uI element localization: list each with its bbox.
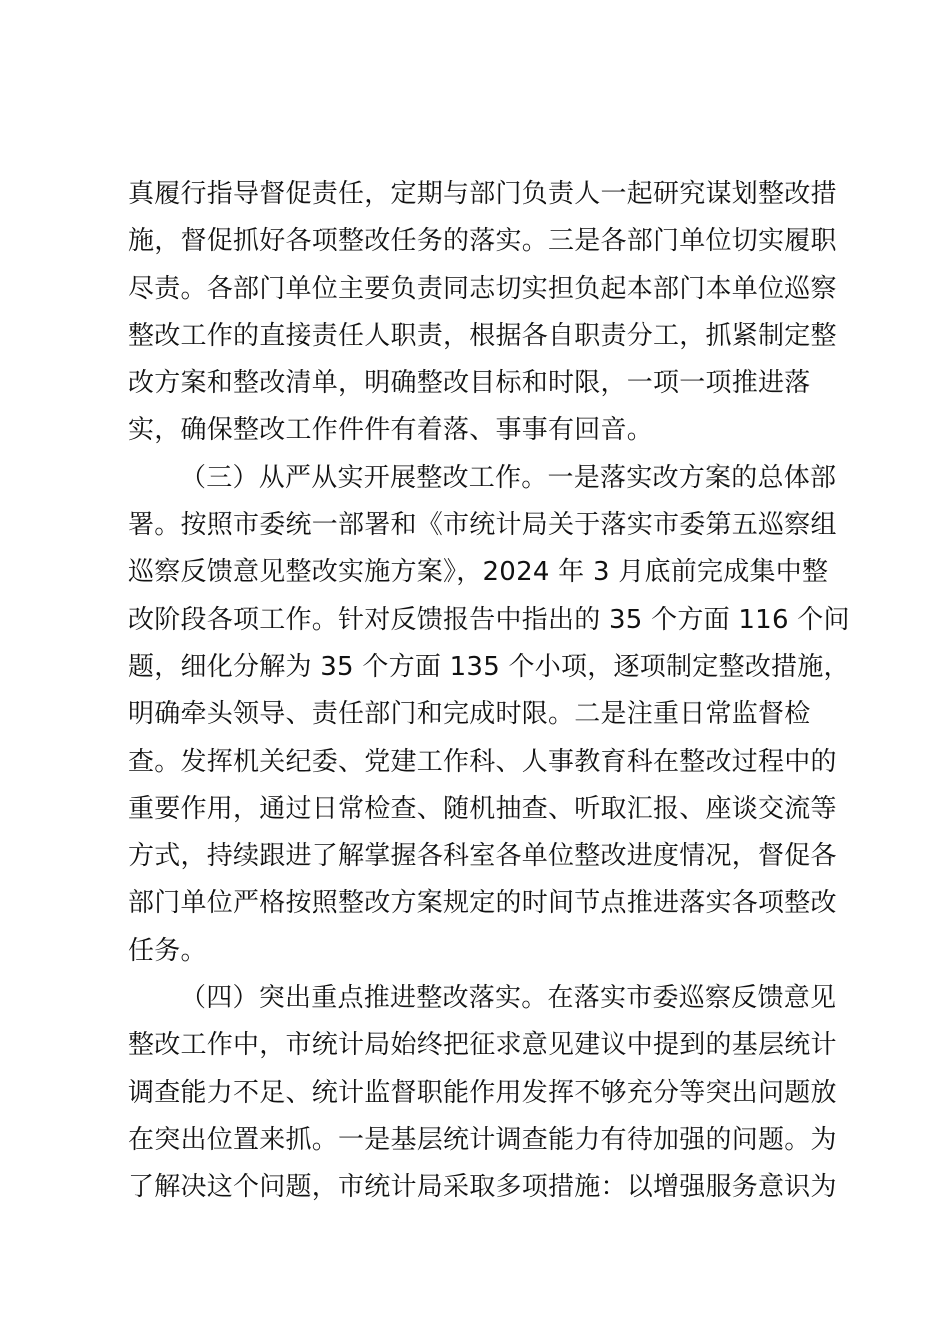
text-line: 在突出位置来抓。一是基层统计调查能力有待加强的问题。为 xyxy=(128,1124,837,1155)
text-line: 实，确保整改工作件件有着落、事事有回音。 xyxy=(128,415,654,446)
body-text xyxy=(128,171,850,1212)
text-line: 部门单位严格按照整改方案规定的时间节点推进落实各项整改 xyxy=(128,888,837,919)
text-line: 调查能力不足、统计监督职能作用发挥不够充分等突出问题放 xyxy=(128,1077,837,1108)
text-line: 重要作用，通过日常检查、随机抽查、听取汇报、座谈交流等 xyxy=(128,793,837,824)
text-line: 真履行指导督促责任，定期与部门负责人一起研究谋划整改措 xyxy=(128,179,837,209)
text-line: 方式，持续跟进了解掌握各科室各单位整改进度情况，督促各 xyxy=(128,841,837,872)
text-line: 改阶段各项工作。针对反馈报告中指出的 35 个方面 116 个问 xyxy=(128,604,850,635)
text-line: 任务。 xyxy=(128,935,207,966)
text-line: 查。发挥机关纪委、党建工作科、人事教育科在整改过程中的 xyxy=(128,746,837,777)
paragraph-first-line: （三）从严从实开展整改工作。一是落实改方案的总体部 xyxy=(180,462,837,493)
text-line: 施，督促抓好各项整改任务的落实。三是各部门单位切实履职 xyxy=(128,226,837,257)
text-line: 署。按照市委统一部署和《市统计局关于落实市委第五巡察组 xyxy=(128,510,837,541)
text-line: 整改工作的直接责任人职责，根据各自职责分工，抓紧制定整 xyxy=(128,320,837,351)
text-line: 整改工作中，市统计局始终把征求意见建议中提到的基层统计 xyxy=(128,1030,837,1061)
text-line: 改方案和整改清单，明确整改目标和时限，一项一项推进落 xyxy=(128,368,811,399)
text-line: 题，细化分解为 35 个方面 135 个小项，逐项制定整改措施， xyxy=(128,651,850,682)
text-line: 巡察反馈意见整改实施方案》，2024 年 3 月底前完成集中整 xyxy=(128,557,829,588)
paragraph-first-line: （四）突出重点推进整改落实。在落实市委巡察反馈意见 xyxy=(180,983,837,1014)
text-line: 了解决这个问题，市统计局采取多项措施：以增强服务意识为 xyxy=(128,1172,837,1203)
text-line: 明确牵头领导、责任部门和完成时限。二是注重日常监督检 xyxy=(128,699,811,730)
text-line: 尽责。各部门单位主要负责同志切实担负起本部门本单位巡察 xyxy=(128,273,837,304)
